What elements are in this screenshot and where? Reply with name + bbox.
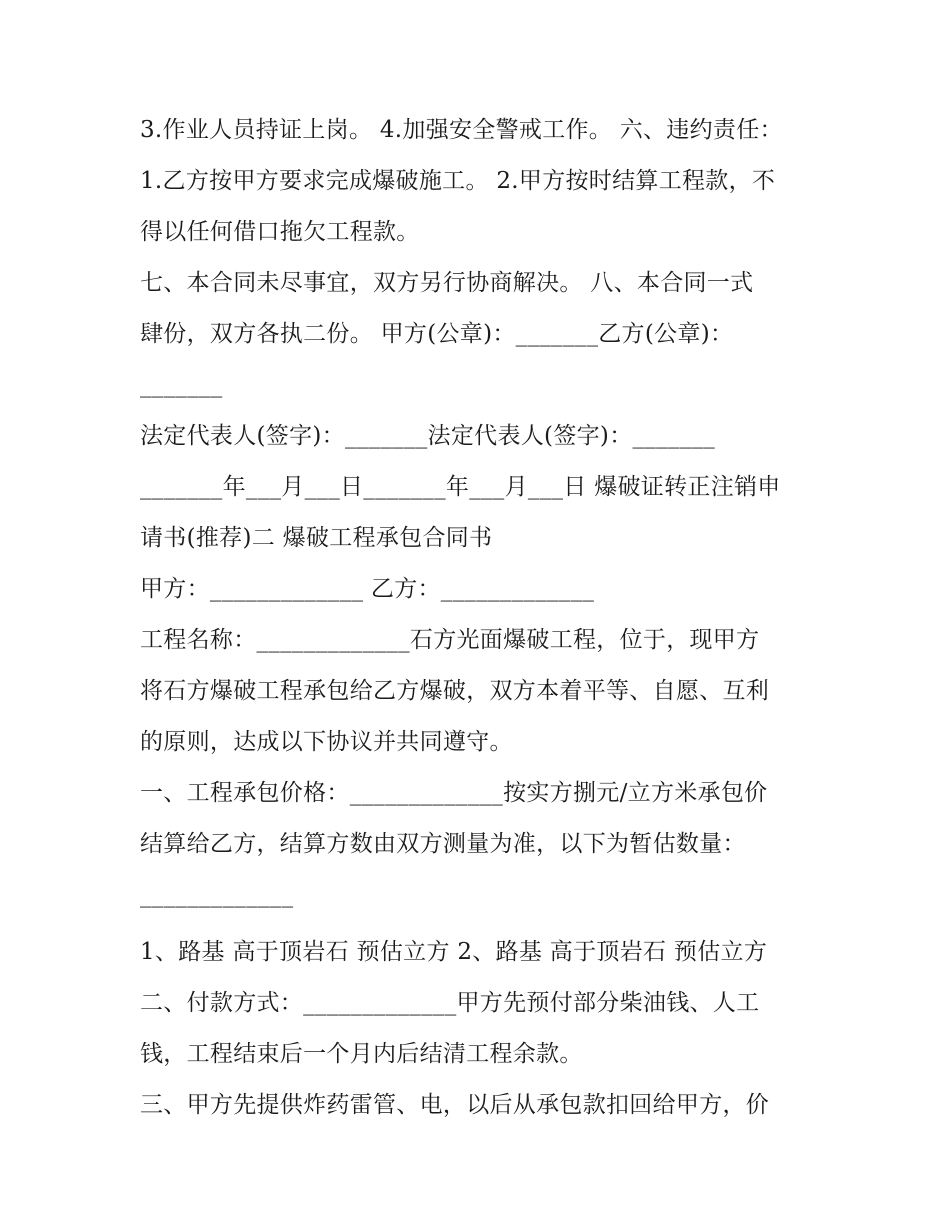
text-line: 请书(推荐)二 爆破工程承包合同书 [140, 525, 493, 551]
text-line: 工程名称：_____________石方光面爆破工程，位于，现甲方 [140, 627, 760, 653]
text-line: 3.作业人员持证上岗。 4.加强安全警戒工作。 六、违约责任： [140, 117, 783, 143]
text-line: 甲方：_____________ 乙方：_____________ [140, 576, 595, 602]
text-line: _______年___月___日_______年___月___日 爆破证转正注销申 [140, 474, 781, 500]
text-line: 1、路基 高于顶岩石 预估立方 2、路基 高于顶岩石 预估立方 [140, 939, 768, 965]
text-line: 的原则，达成以下协议并共同遵守。 [140, 729, 513, 755]
document-body [140, 105, 820, 1131]
text-line: 结算给乙方，结算方数由双方测量为准，以下为暂估数量： [140, 831, 746, 857]
text-line: 一、工程承包价格：_____________按实方捌元/立方米承包价 [140, 780, 768, 806]
text-line: _____________ [140, 882, 294, 908]
text-line: 将石方爆破工程承包给乙方爆破，双方本着平等、自愿、互利 [140, 678, 770, 704]
text-line: 得以任何借口拖欠工程款。 [140, 219, 420, 245]
text-line: 法定代表人(签字)：_______法定代表人(签字)：_______ [140, 423, 716, 449]
text-line: 七、本合同未尽事宜，双方另行协商解决。 八、本合同一式 [140, 270, 754, 296]
text-line: _______ [140, 372, 223, 398]
text-line: 1.乙方按甲方要求完成爆破施工。 2.甲方按时结算工程款，不 [140, 168, 776, 194]
text-line: 二、付款方式：_____________甲方先预付部分柴油钱、人工 [140, 990, 760, 1016]
text-line: 肆份，双方各执二份。 甲方(公章)：_______乙方(公章)： [140, 321, 734, 347]
text-line: 三、甲方先提供炸药雷管、电，以后从承包款扣回给甲方，价 [140, 1092, 770, 1118]
text-line: 钱，工程结束后一个月内后结清工程余款。 [140, 1041, 583, 1067]
